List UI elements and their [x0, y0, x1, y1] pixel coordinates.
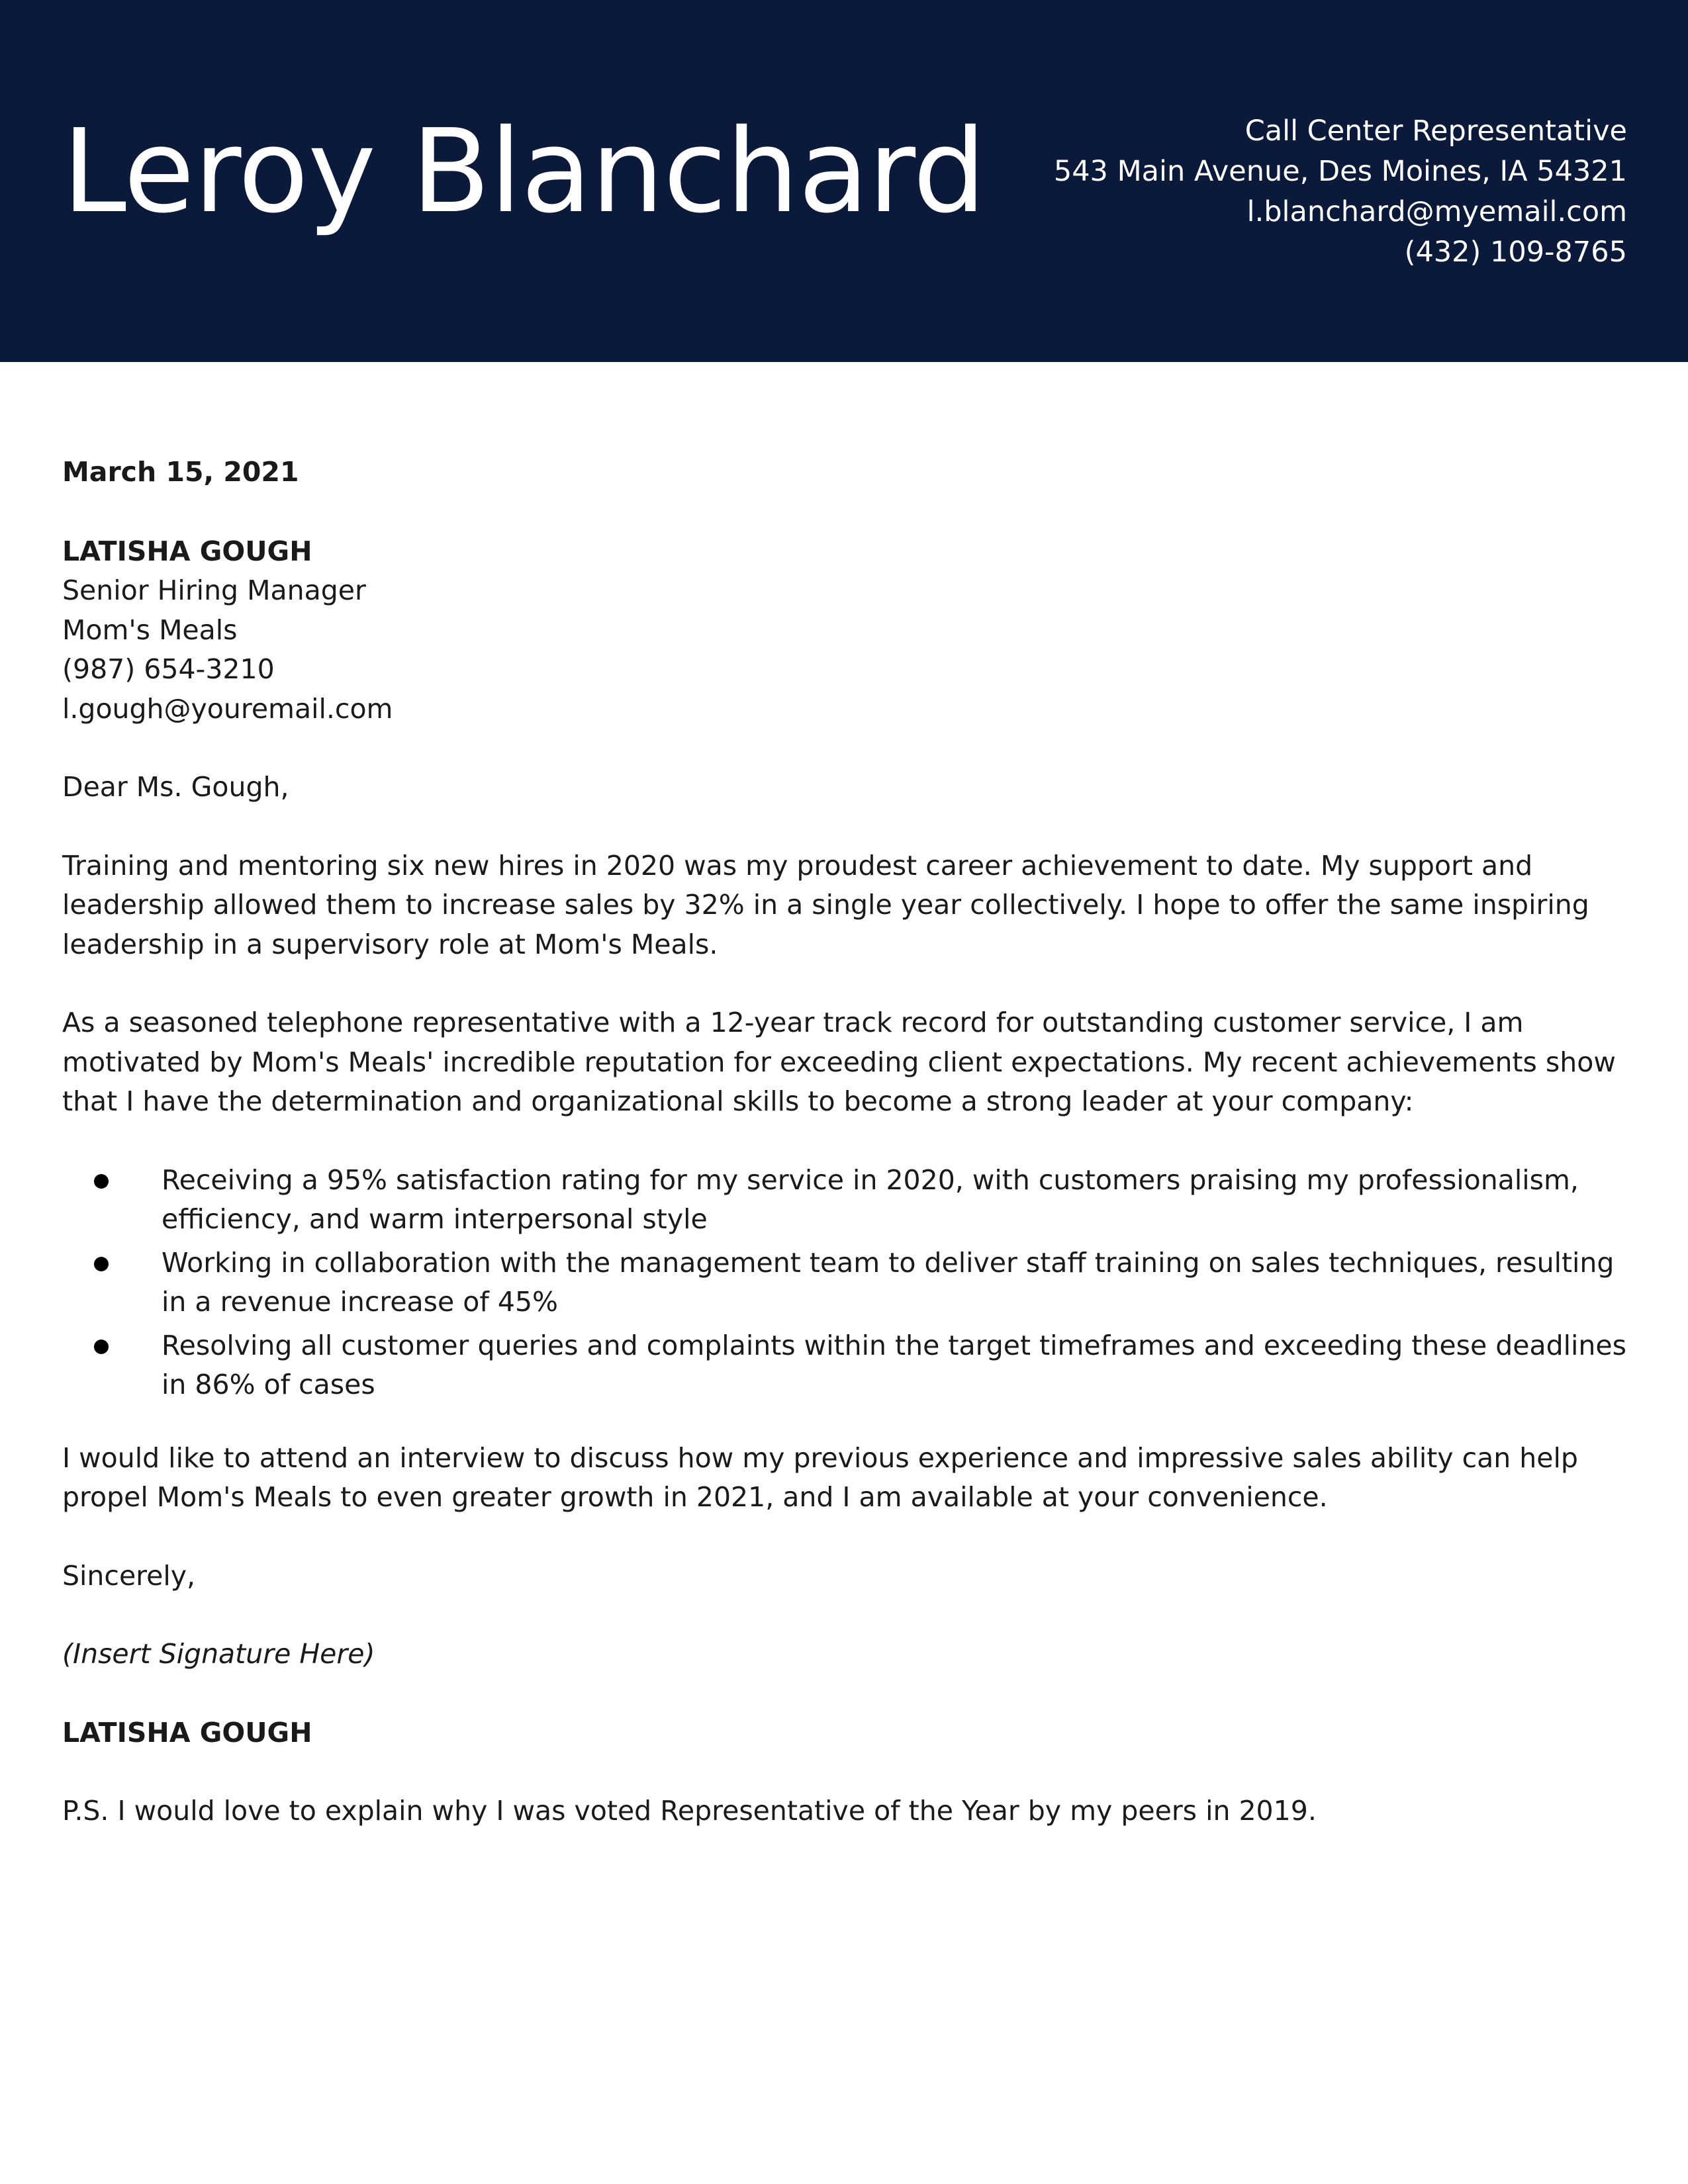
paragraph-intro: Training and mentoring six new hires in 2020 was my proudest career achievement to date. My support and leadership allowed them to increase sales by 32% in a single year collectively. I hope to offer the same inspiring leadership in a supervisory role at Mom's Meals. [62, 849, 1589, 960]
paragraph-experience: As a seasoned telephone representative with a 12-year track record for outstanding customer service, I am motivated by Mom's Meals' incredible reputation for exceeding client expectations. My recent achievements show that I have the determination and organizational skills to become a strong leader at your company: [62, 1007, 1616, 1117]
list-item [62, 1326, 1638, 1405]
recipient-title: Senior Hiring Manager [62, 574, 366, 606]
recipient-name: LATISHA GOUGH [62, 535, 312, 567]
salutation: Dear Ms. Gough, [62, 771, 289, 803]
achievement-list [62, 1161, 1638, 1405]
bullet-icon [94, 1257, 109, 1271]
contact-block [1054, 111, 1627, 273]
bullet-icon [94, 1340, 109, 1354]
recipient-company: Mom's Meals [62, 614, 238, 646]
recipient-block [62, 532, 1638, 729]
paragraph-closing: I would like to attend an interview to discuss how my previous experience and impressive sales ability can help propel Mom's Meals to even greater growth in 2021, and I am available at your convenience. [62, 1441, 1578, 1513]
recipient-phone: (987) 654-3210 [62, 653, 275, 685]
letter-date: March 15, 2021 [62, 456, 299, 488]
postscript: P.S. I would love to explain why I was voted Representative of the Year by my peers in 2019. [62, 1795, 1317, 1827]
address: 543 Main Avenue, Des Moines, IA 54321 [1053, 155, 1627, 188]
phone-number: (432) 109-8765 [1404, 236, 1627, 269]
job-title: Call Center Representative [1244, 114, 1627, 148]
letter-header [0, 0, 1688, 362]
signer-name: LATISHA GOUGH [62, 1716, 312, 1749]
applicant-name: Leroy Blanchard [62, 105, 986, 239]
letter-body [62, 453, 1638, 1831]
list-item [62, 1161, 1638, 1240]
recipient-email[interactable]: l.gough@youremail.com [62, 692, 393, 725]
list-item-text: Receiving a 95% satisfaction rating for my service in 2020, with customers praising my professionalism, efficiency, and warm interpersonal style [162, 1163, 1579, 1235]
list-item [62, 1244, 1638, 1322]
email-link[interactable]: l.blanchard@myemail.com [1246, 195, 1627, 228]
closing: Sincerely, [62, 1559, 196, 1592]
list-item-text: Working in collaboration with the management team to deliver staff training on sales techniques, resulting in a revenue increase of 45% [162, 1246, 1615, 1318]
bullet-icon [94, 1174, 109, 1189]
list-item-text: Resolving all customer queries and complaints within the target timeframes and exceeding these deadlines in 86% of cases [162, 1329, 1626, 1400]
signature-placeholder: (Insert Signature Here) [62, 1638, 375, 1670]
